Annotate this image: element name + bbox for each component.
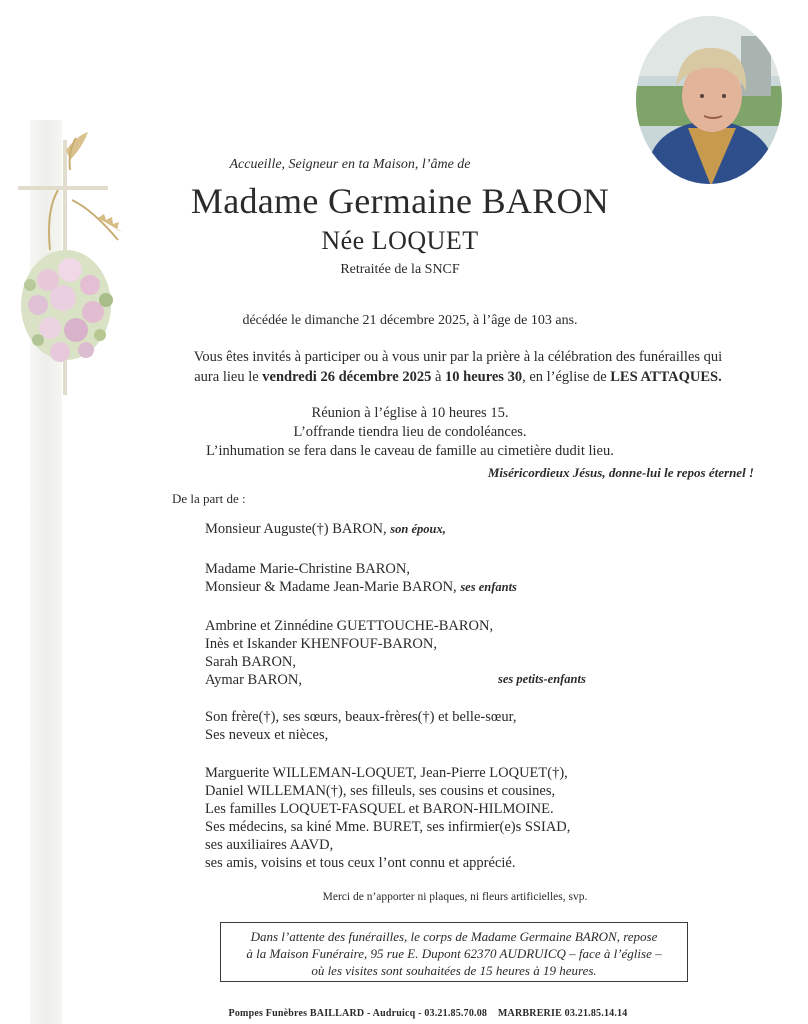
funeral-time: 10 heures 30 — [445, 369, 523, 385]
no-flowers-note: Merci de n’apporter ni plaques, ni fleurs artificielles, svp. — [322, 891, 588, 903]
detail-line: Réunion à l’église à 10 heures 15. — [311, 405, 509, 421]
detail-line: L’offrande tiendra lieu de condoléances. — [293, 424, 527, 440]
funeral-place: LES ATTAQUES. — [610, 369, 722, 385]
others-block — [205, 764, 570, 872]
note-line: Dans l’attente des funérailles, le corps de Madame Germaine BARON, repose — [250, 929, 658, 944]
maiden-name: Née LOQUET — [321, 226, 479, 255]
spouse-role: son époux, — [390, 522, 446, 536]
occupation: Retraitée de la SNCF — [340, 262, 460, 277]
family-member: Inès et Iskander KHENFOUF-BARON, — [205, 636, 437, 652]
funeral-invitation — [118, 347, 798, 387]
funeral-home-note — [220, 922, 688, 982]
detail-line: L’inhumation se fera dans le caveau de famille au cimetière dudit lieu. — [206, 443, 614, 459]
invitation-line-2 — [118, 367, 798, 387]
family-member — [205, 578, 517, 596]
death-notice: décédée le dimanche 21 décembre 2025, à l’âge de 103 ans. — [242, 313, 578, 328]
footer-contacts: Pompes Funèbres BAILLARD - Audruicq - 03.21.85.70.08 MARBRERIE 03.21.85.14.14 — [228, 1008, 628, 1019]
deceased-name: Madame Germaine BARON — [190, 181, 610, 221]
note-line: où les visites sont souhaitées de 15 heures à 19 heures. — [311, 963, 597, 978]
cross-with-wheat-and-roses-icon — [8, 130, 128, 400]
opening-phrase: Accueille, Seigneur en ta Maison, l’âme de — [229, 157, 471, 172]
family-member: Les familles LOQUET-FASQUEL et BARON-HILMOINE. — [205, 801, 554, 817]
siblings-block — [205, 708, 516, 744]
portrait-photo — [636, 16, 782, 184]
family-member-name: Monsieur & Madame Jean-Marie BARON, — [205, 579, 461, 595]
grandchildren-block — [205, 617, 493, 689]
invitation-line-1: Vous êtes invités à participer ou à vous unir par la prière à la célébration des funérailles qui — [193, 349, 723, 365]
funeral-date: vendredi 26 décembre 2025 — [262, 369, 432, 385]
invitation-text: aura lieu le — [194, 369, 263, 385]
family-member: Ses médecins, sa kiné Mme. BURET, ses infirmier(e)s SSIAD, — [205, 819, 571, 835]
family-member: Ambrine et Zinnédine GUETTOUCHE-BARON, — [205, 618, 494, 634]
children-block — [205, 560, 517, 596]
invitation-text: , en l’église de — [522, 369, 611, 385]
closing-prayer: Miséricordieux Jésus, donne-lui le repos éternel ! — [487, 465, 754, 480]
from-label: De la part de : — [172, 491, 246, 506]
family-member: Daniel WILLEMAN(†), ses filleuls, ses cousins et cousines, — [205, 783, 556, 799]
grandchildren-role: ses petits-enfants — [498, 672, 586, 686]
ceremony-details — [150, 404, 670, 461]
family-member: ses auxiliaires AAVD, — [205, 837, 334, 853]
children-role: ses enfants — [460, 580, 517, 594]
family-member: Madame Marie-Christine BARON, — [205, 561, 410, 577]
family-member: Sarah BARON, — [205, 654, 297, 670]
family-member: Marguerite WILLEMAN-LOQUET, Jean-Pierre LOQUET(†), — [205, 765, 568, 781]
spouse-name: Monsieur Auguste(†) BARON, — [205, 521, 391, 537]
note-line: à la Maison Funéraire, 95 rue E. Dupont 62370 AUDRUICQ – face à l’église – — [246, 946, 662, 961]
family-member: Aymar BARON, — [205, 672, 302, 688]
family-member: Son frère(†), ses sœurs, beaux-frères(†) et belle-sœur, — [205, 709, 517, 725]
invitation-text: à — [431, 369, 445, 385]
spouse-line — [205, 520, 446, 538]
family-member: Ses neveux et nièces, — [205, 727, 329, 743]
family-member: ses amis, voisins et tous ceux l’ont connu et apprécié. — [205, 855, 516, 871]
